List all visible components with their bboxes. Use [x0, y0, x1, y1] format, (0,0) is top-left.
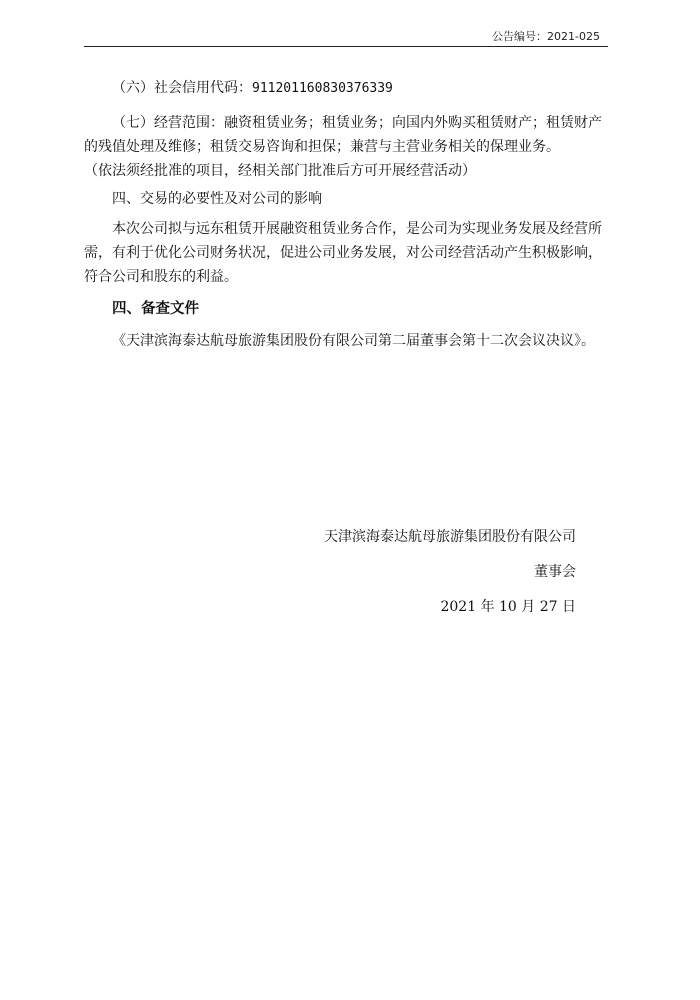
header-divider — [84, 46, 608, 47]
signature-company: 天津滨海泰达航母旅游集团股份有限公司 — [324, 529, 576, 545]
announcement-number: 公告编号：2021-025 — [492, 30, 600, 43]
section-necessity-heading: 四、交易的必要性及对公司的影响 — [112, 191, 322, 207]
credit-code-value: 91120116083037633​9 — [252, 81, 393, 96]
section-necessity-body: 本次公司拟与远东租赁开展融资租赁业务合作，是公司为实现业务发展及经营所需，有利于优化公司财务状况，促进公司业务发展，对公司经营活动产生积极影响，符合公司和股东的利益。 — [84, 221, 602, 285]
section-documents-body: 《天津滨海泰达航母旅游集团股份有限公司第二届董事会第十二次会议决议》。 — [112, 333, 595, 349]
signature-date: 2021 年 10 月 27 日 — [440, 599, 576, 615]
credit-code-label: （六）社会信用代码： — [112, 80, 252, 96]
section-documents-heading: 四、备查文件 — [112, 301, 199, 317]
signature-board: 董事会 — [534, 564, 576, 580]
document-body — [84, 76, 602, 353]
business-scope-paragraph: （七）经营范围：融资租赁业务；租赁业务；向国内外购买租赁财产；租赁财产的残值处理及维修；租赁交易咨询和担保；兼营与主营业务相关的保理业务。 — [84, 115, 602, 155]
credit-code-paragraph — [84, 76, 602, 101]
signature-block — [324, 520, 576, 625]
business-scope-note: （依法须经批准的项目，经相关部门批准后方可开展经营活动） — [84, 163, 476, 179]
